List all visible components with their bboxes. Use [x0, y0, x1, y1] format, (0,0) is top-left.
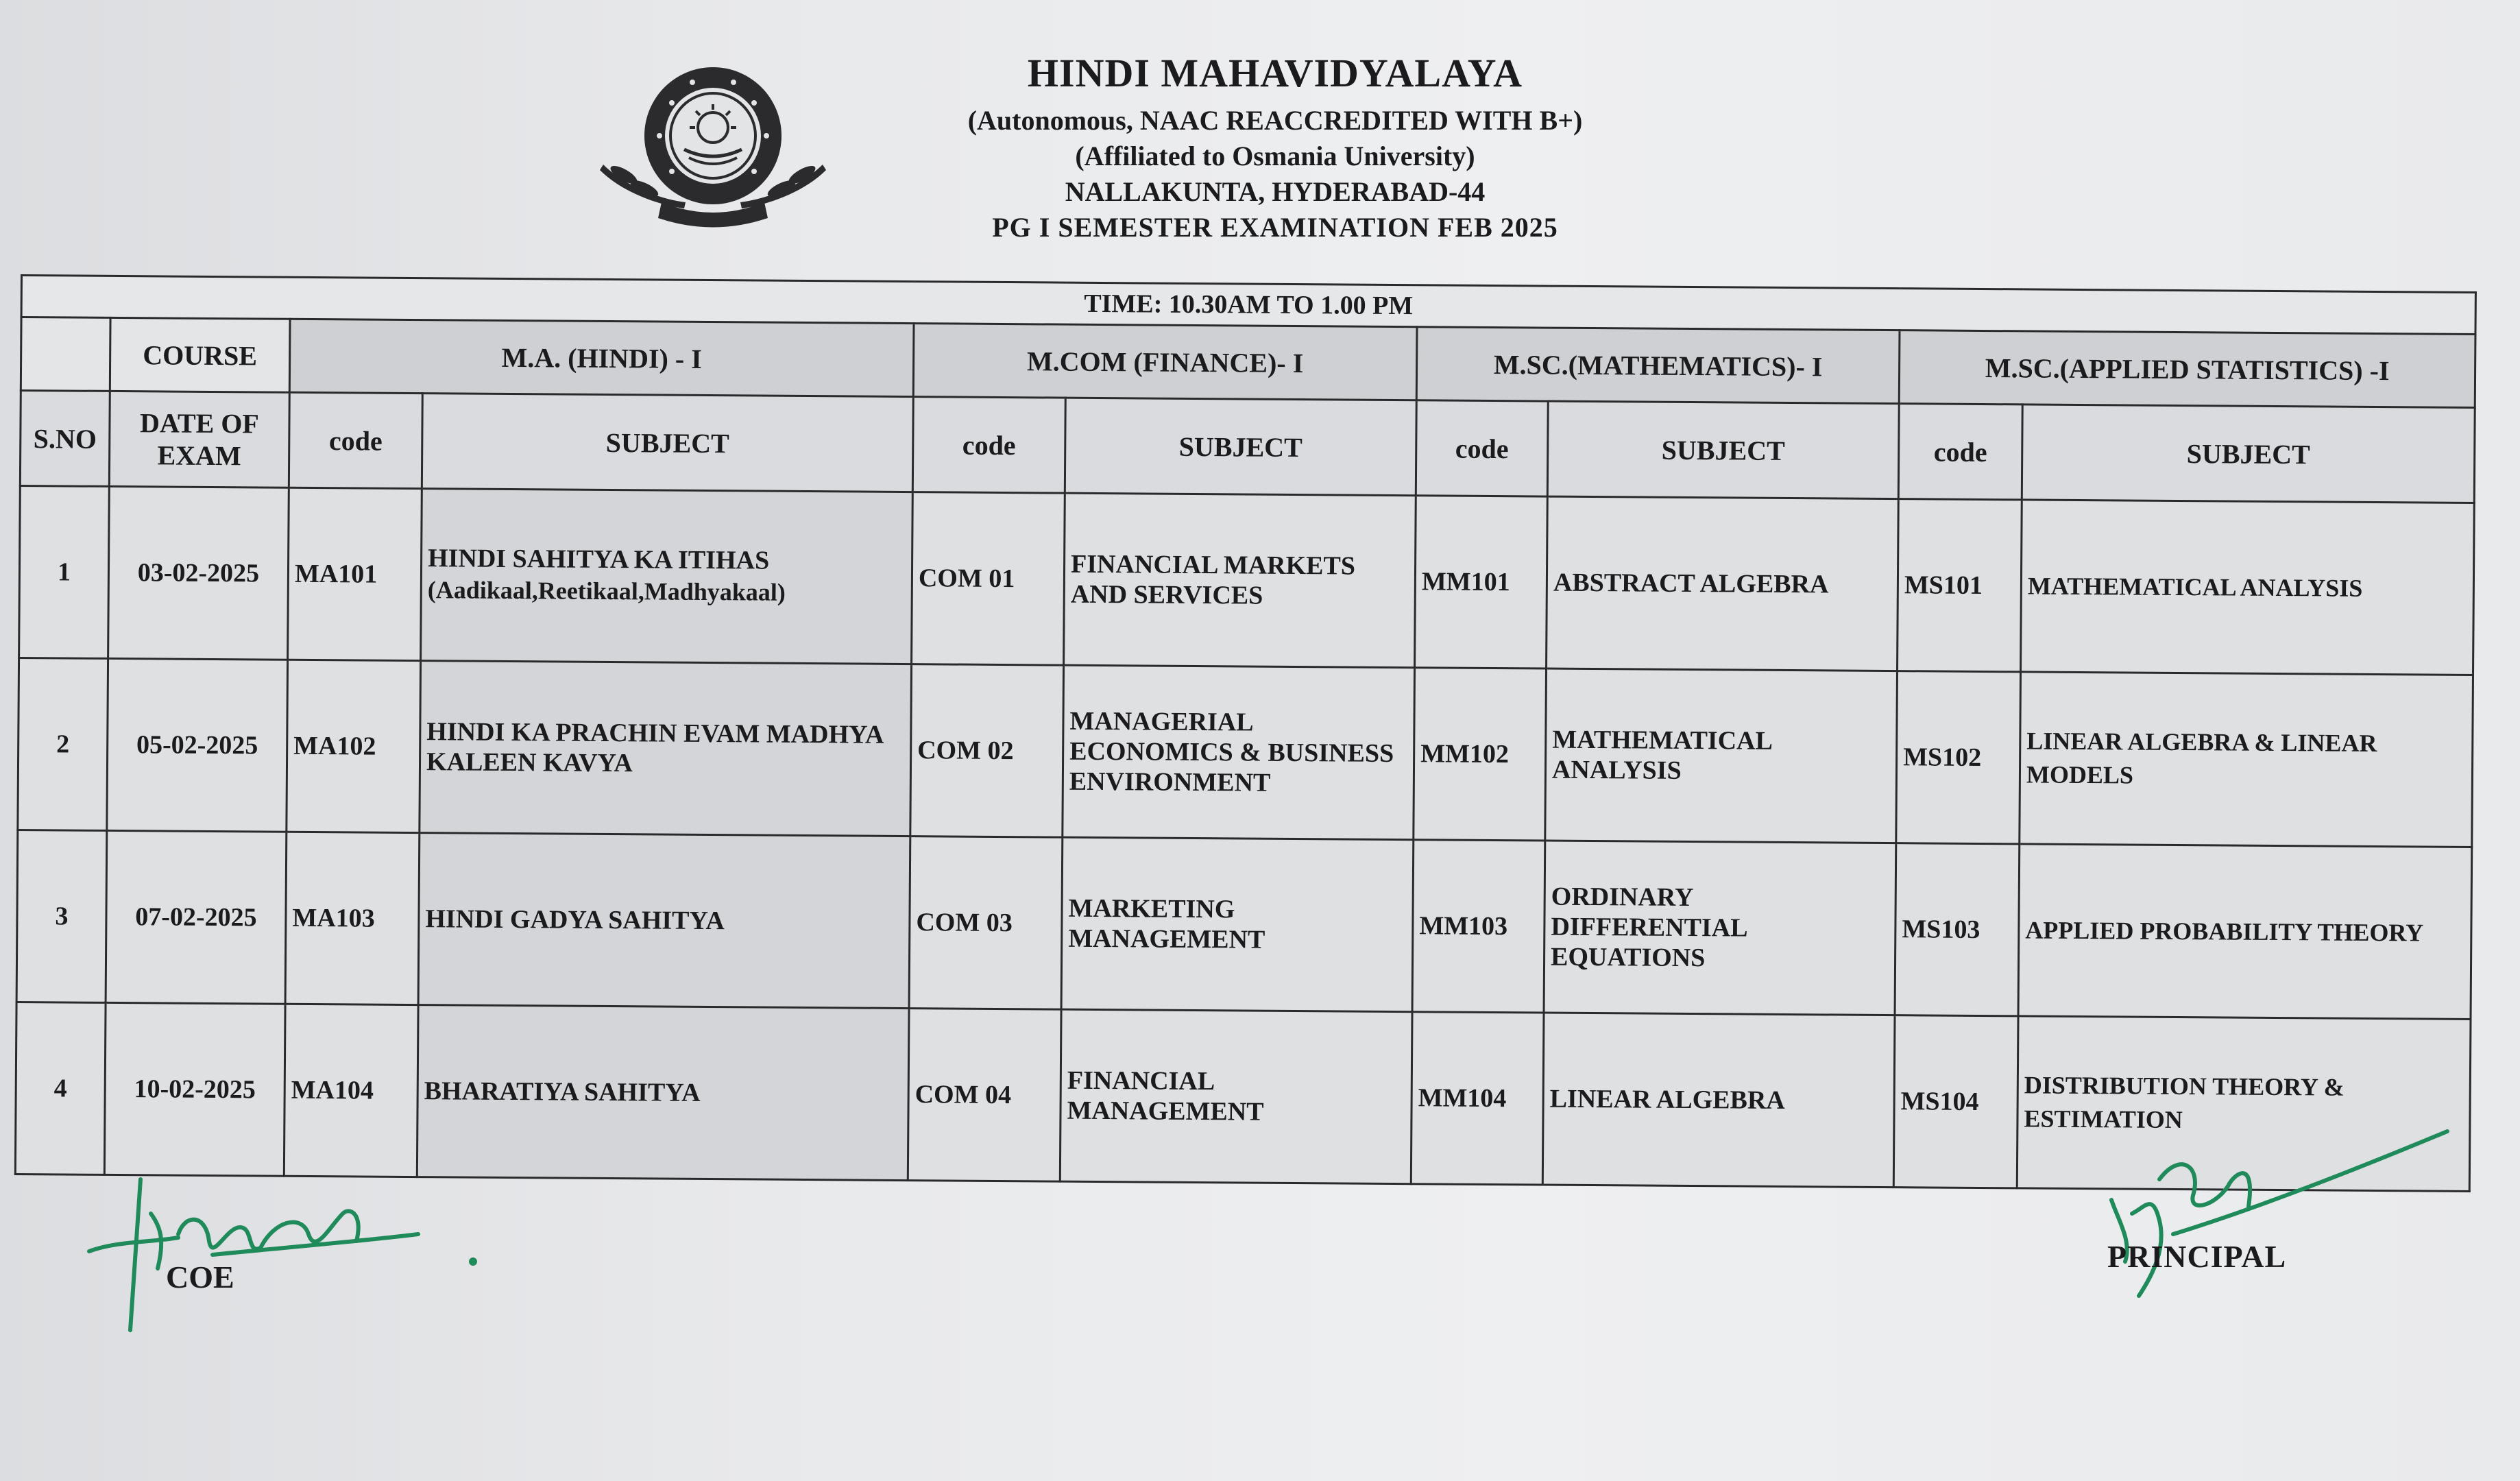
ma-code-cell: MA104	[284, 1004, 418, 1177]
ms-subject-cell: MATHEMATICAL ANALYSIS	[2021, 500, 2475, 675]
subject-header: SUBJECT	[2022, 405, 2475, 503]
ms-subject-cell: APPLIED PROBABILITY THEORY	[2018, 844, 2472, 1020]
sno-cell: 2	[18, 658, 108, 830]
course-mcom-finance: M.COM (FINANCE)- I	[913, 324, 1417, 400]
com-subject-cell: MARKETING MANAGEMENT	[1061, 837, 1414, 1012]
ms-code-cell: MS103	[1895, 843, 2020, 1016]
course-msc-mathematics: M.SC.(MATHEMATICS)- I	[1416, 327, 1900, 404]
com-code-cell: COM 02	[910, 664, 1064, 838]
college-name: HINDI MAHAVIDYALAYA	[1027, 51, 1523, 95]
exam-title: PG I SEMESTER EXAMINATION FEB 2025	[992, 212, 1558, 243]
ma-subject-cell	[421, 489, 913, 664]
table-row	[18, 658, 2473, 847]
code-header: code	[289, 392, 422, 488]
ms-subject-cell: DISTRIBUTION THEORY & ESTIMATION	[2017, 1016, 2471, 1192]
course-ma-hindi: M.A. (HINDI) - I	[289, 319, 914, 396]
course-msc-applied-statistics: M.SC.(APPLIED STATISTICS) -I	[1899, 330, 2475, 408]
affiliation-line: (Affiliated to Osmania University)	[1075, 141, 1475, 171]
mm-subject-cell: ORDINARY DIFFERENTIAL EQUATIONS	[1544, 841, 1896, 1015]
mm-subject-cell: MATHEMATICAL ANALYSIS	[1545, 669, 1898, 843]
date-cell: 05-02-2025	[107, 658, 288, 832]
coe-signature	[75, 1166, 500, 1344]
sno-cell: 4	[15, 1002, 106, 1175]
exam-time: TIME: 10.30AM TO 1.00 PM	[21, 276, 2475, 335]
address-line: NALLAKUNTA, HYDERABAD-44	[1065, 176, 1486, 207]
code-header: code	[1898, 404, 2022, 500]
ms-code-cell: MS101	[1898, 499, 2022, 672]
ma-code-cell: MA101	[288, 487, 422, 660]
mm-code-cell: MM101	[1415, 496, 1548, 669]
course-header: COURSE	[110, 317, 290, 392]
table-row	[19, 486, 2475, 675]
column-header-row	[20, 391, 2475, 503]
code-header: code	[912, 397, 1065, 494]
com-code-cell: COM 01	[912, 492, 1065, 666]
subject-header: SUBJECT	[1547, 401, 1899, 499]
mm-code-cell: MM102	[1414, 668, 1547, 841]
principal-label: PRINCIPAL	[2107, 1239, 2287, 1274]
sno-cell: 3	[16, 830, 107, 1002]
ma-subject-cell: HINDI GADYA SAHITYA	[418, 833, 910, 1009]
date-cell: 03-02-2025	[108, 486, 289, 660]
sno-cell: 1	[19, 486, 110, 659]
date-cell: 10-02-2025	[104, 1002, 285, 1176]
coe-label: COE	[166, 1260, 234, 1295]
ma-subject-cell: BHARATIYA SAHITYA	[417, 1005, 909, 1181]
com-code-cell: COM 03	[909, 836, 1063, 1010]
blank-header-cell	[21, 317, 110, 392]
mm-code-cell: MM103	[1412, 840, 1545, 1013]
com-code-cell: COM 04	[908, 1009, 1061, 1182]
ma-subject-text: HINDI SAHITYA KA ITIHAS	[427, 543, 770, 575]
subject-header: SUBJECT	[422, 394, 913, 492]
date-header: DATE OF EXAM	[109, 391, 289, 487]
document-header	[891, 53, 1659, 245]
ma-subject-cell: HINDI KA PRACHIN EVAM MADHYA KALEEN KAVYA	[420, 661, 912, 836]
table-row	[16, 830, 2472, 1019]
ms-subject-cell: LINEAR ALGEBRA & LINEAR MODELS	[2020, 672, 2473, 847]
ma-code-cell: MA103	[285, 832, 420, 1004]
ma-subject-subtext: (Aadikaal,Reetikaal,Madhyakaal)	[427, 575, 786, 606]
mm-subject-cell: LINEAR ALGEBRA	[1542, 1013, 1895, 1188]
ms-code-cell: MS104	[1893, 1015, 2018, 1188]
com-subject-cell: FINANCIAL MANAGEMENT	[1060, 1009, 1412, 1184]
timetable	[14, 274, 2482, 1192]
date-cell: 07-02-2025	[106, 830, 287, 1004]
code-header: code	[1416, 400, 1548, 496]
com-subject-cell: MANAGERIAL ECONOMICS & BUSINESS ENVIRONMENT	[1063, 665, 1415, 840]
mm-code-cell: MM104	[1411, 1012, 1544, 1185]
mm-subject-cell: ABSTRACT ALGEBRA	[1547, 496, 1899, 671]
ma-code-cell: MA102	[287, 660, 421, 832]
com-subject-cell: FINANCIAL MARKETS AND SERVICES	[1064, 493, 1416, 668]
subject-header: SUBJECT	[1065, 398, 1416, 496]
ms-code-cell: MS102	[1896, 671, 2021, 844]
college-seal-icon	[596, 62, 829, 233]
sno-header: S.NO	[20, 391, 110, 487]
accreditation-line: (Autonomous, NAAC REACCREDITED WITH B+)	[967, 105, 1583, 136]
